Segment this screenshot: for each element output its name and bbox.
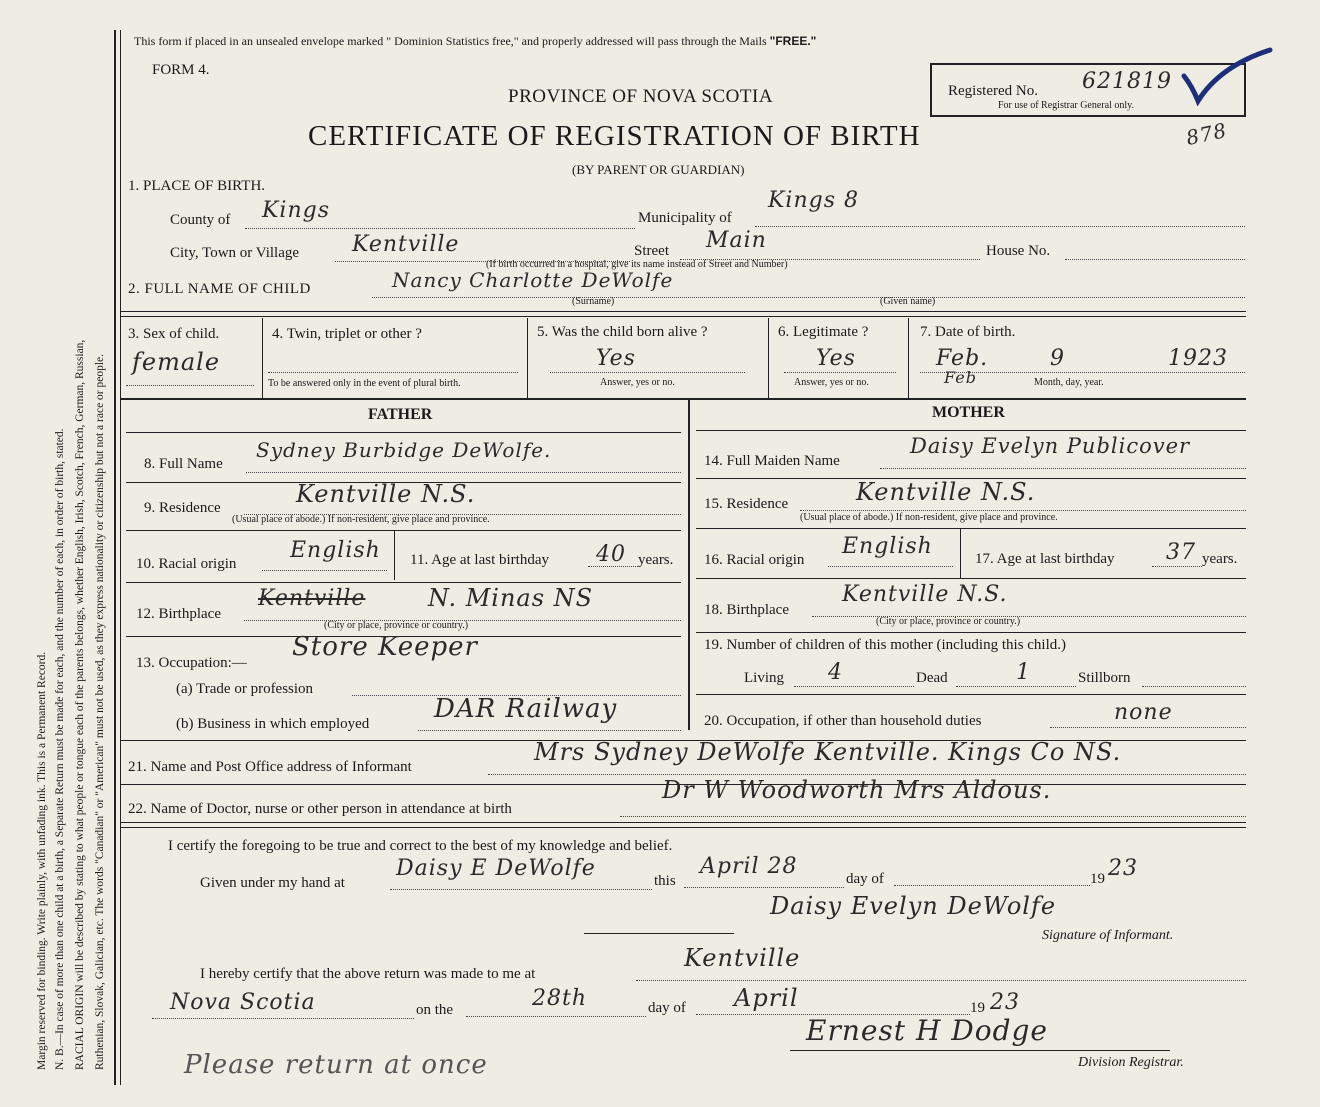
legitimate-note: Answer, yes or no. [794, 377, 869, 388]
registrar-place-value: Kentville [684, 944, 801, 972]
living-value: 4 [828, 660, 843, 685]
dob-year: 1923 [1168, 346, 1228, 371]
mother-age-value: 37 [1166, 540, 1196, 565]
twin-label: 4. Twin, triplet or other ? [272, 326, 422, 342]
street-value: Main [706, 228, 767, 253]
alive-value: Yes [596, 346, 636, 371]
alive-note: Answer, yes or no. [600, 377, 675, 388]
father-race-label: 10. Racial origin [136, 556, 237, 572]
father-residence-label: 9. Residence [144, 500, 221, 516]
dead-value: 1 [1016, 660, 1031, 685]
dayof-label: day of [846, 871, 884, 887]
city-value: Kentville [352, 232, 460, 257]
registrar-year-prefix: 19 [970, 1000, 985, 1016]
father-residence-value: Kentville N.S. [296, 480, 476, 508]
father-heading: FATHER [368, 406, 433, 423]
legitimate-value: Yes [816, 346, 856, 371]
registrar-month-value: April [734, 984, 799, 1012]
dob-month: Feb. [936, 346, 989, 371]
child-name-label: 2. FULL NAME OF CHILD [128, 281, 311, 297]
registrar-province-value: Nova Scotia [170, 990, 316, 1015]
onthe-label: on the [416, 1002, 454, 1018]
sex-label: 3. Sex of child. [128, 326, 220, 342]
hospital-note: (If birth occurred in a hospital, give its name instead of Street and Number) [486, 259, 788, 270]
father-birthplace-note: (City or place, province or country.) [324, 620, 469, 631]
mother-name-label: 14. Full Maiden Name [704, 453, 840, 469]
dead-label: Dead [916, 670, 948, 686]
sex-value: female [132, 348, 221, 376]
mother-race-value: English [842, 534, 933, 559]
registrar-text: I hereby certify that the above return was made to me at [200, 966, 536, 982]
house-label: House No. [986, 243, 1051, 259]
registrar-signature: Ernest H Dodge [806, 1014, 1048, 1047]
father-business-label: (b) Business in which employed [176, 716, 370, 732]
stillborn-label: Stillborn [1078, 670, 1131, 686]
father-residence-note: (Usual place of abode.) If non-resident, give place and province. [232, 514, 490, 525]
mother-name-value: Daisy Evelyn Publicover [910, 434, 1191, 458]
mother-birthplace-value: Kentville N.S. [842, 582, 1008, 607]
side-note-binding: Margin reserved for binding. Write plainly, with unfading ink. This is a Permanent Record. [36, 651, 48, 1070]
doctor-value: Dr W Woodworth Mrs Aldous. [662, 776, 1052, 804]
informant-value: Mrs Sydney DeWolfe Kentville. Kings Co NS. [534, 738, 1122, 766]
side-note-multiple-birth: N. B.—In case of more than one child at a birth, a Separate Return must be made for each, and the number of each, in order of birth, stated. [54, 428, 66, 1070]
mother-birthplace-label: 18. Birthplace [704, 602, 789, 618]
certify-text: I certify the foregoing to be true and correct to the best of my knowledge and belief. [168, 838, 673, 854]
side-note-racial-origin-2: Ruthenian, Slovak, Galician, etc. The words "Canadian" or "American" must not be used, as they express nationality or citizenship but not a race or people. [94, 353, 106, 1070]
form-number: FORM 4. [152, 62, 210, 78]
father-birthplace-value: N. Minas NS [428, 584, 594, 612]
left-margin-line [114, 30, 116, 1085]
mother-occupation-value: none [1114, 700, 1173, 725]
dob-extra: Feb [944, 368, 977, 387]
mother-heading: MOTHER [932, 404, 1005, 421]
father-race-value: English [290, 538, 381, 563]
mother-age-label: 17. Age at last birthday [975, 551, 1115, 567]
side-note-racial-origin-1: RACIAL ORIGIN will be described by stating to what people or tongue each of the parents belongs, whether English, Irish, Scotch, French, German, Russian, [74, 339, 86, 1070]
year-value: 23 [1108, 856, 1138, 881]
given-name-note: (Given name) [880, 296, 936, 307]
street-label: Street [634, 243, 669, 259]
father-age-value: 40 [596, 542, 626, 567]
informant-label: 21. Name and Post Office address of Informant [128, 759, 412, 775]
registered-label: Registered No. [948, 83, 1038, 99]
province-heading: PROVINCE OF NOVA SCOTIA [508, 86, 774, 107]
father-occupation-value: Store Keeper [292, 632, 478, 662]
mother-residence-value: Kentville N.S. [856, 478, 1036, 506]
informant-signature: Daisy Evelyn DeWolfe [770, 892, 1057, 920]
mother-residence-label: 15. Residence [704, 496, 789, 512]
doctor-label: 22. Name of Doctor, nurse or other person in attendance at birth [128, 801, 512, 817]
living-label: Living [744, 670, 784, 686]
place-heading: 1. PLACE OF BIRTH. [128, 178, 266, 194]
alive-label: 5. Was the child born alive ? [537, 324, 708, 340]
father-occupation-label: 13. Occupation:— [136, 655, 247, 671]
father-trade-label: (a) Trade or profession [176, 681, 314, 697]
return-note: Please return at once [184, 1050, 488, 1080]
registrar-signature-label: Division Registrar. [1078, 1055, 1184, 1070]
mother-race-label: 16. Racial origin [704, 552, 805, 568]
father-birthplace-struck: Kentville [258, 586, 366, 611]
city-label: City, Town or Village [170, 245, 300, 261]
registrar-dayof-label: day of [648, 1000, 686, 1016]
father-business-value: DAR Railway [434, 694, 618, 724]
registered-note: For use of Registrar General only. [998, 100, 1134, 111]
county-label: County of [170, 212, 231, 228]
this-label: this [654, 873, 676, 889]
page-title: CERTIFICATE OF REGISTRATION OF BIRTH [308, 120, 921, 152]
mail-note: This form if placed in an unsealed envelope marked " Dominion Statistics free," and properly addressed will pass through the Mails "FREE." [134, 34, 817, 48]
father-name-value: Sydney Burbidge DeWolfe. [256, 438, 552, 462]
municipality-value: Kings 8 [768, 188, 860, 213]
left-margin-line-inner [120, 30, 121, 1085]
mother-occupation-label: 20. Occupation, if other than household duties [704, 713, 982, 729]
given-label: Given under my hand at [200, 875, 345, 891]
surname-note: (Surname) [572, 296, 615, 307]
father-name-label: 8. Full Name [144, 456, 223, 472]
father-age-label: 11. Age at last birthday [410, 552, 549, 568]
corner-mark: 878 [1183, 117, 1230, 151]
father-age-unit: years. [638, 552, 674, 568]
year-prefix: 19 [1090, 871, 1105, 887]
legitimate-label: 6. Legitimate ? [778, 324, 869, 340]
checkmark-icon [1180, 46, 1275, 106]
registered-number: 621819 [1082, 69, 1172, 94]
registrar-year-value: 23 [990, 990, 1020, 1015]
mother-age-unit: years. [1202, 551, 1238, 567]
father-birthplace-label: 12. Birthplace [136, 606, 221, 622]
child-name-value: Nancy Charlotte DeWolfe [392, 268, 674, 292]
county-value: Kings [262, 198, 331, 223]
mother-residence-note: (Usual place of abode.) If non-resident, give place and province. [800, 512, 1058, 523]
mother-birthplace-note: (City or place, province or country.) [876, 616, 1021, 627]
mother-children-label: 19. Number of children of this mother (including this child.) [704, 637, 1067, 653]
dob-day: 9 [1050, 346, 1065, 371]
page-subtitle: (BY PARENT OR GUARDIAN) [572, 162, 745, 177]
dob-note: Month, day, year. [1034, 377, 1104, 388]
given-value: Daisy E DeWolfe [396, 856, 596, 881]
informant-signature-label: Signature of Informant. [1042, 928, 1174, 943]
this-value: April 28 [700, 854, 798, 879]
twin-note: To be answered only in the event of plural birth. [268, 378, 461, 389]
municipality-label: Municipality of [638, 210, 732, 226]
registrar-day-value: 28th [532, 986, 588, 1011]
dob-label: 7. Date of birth. [920, 324, 1016, 340]
